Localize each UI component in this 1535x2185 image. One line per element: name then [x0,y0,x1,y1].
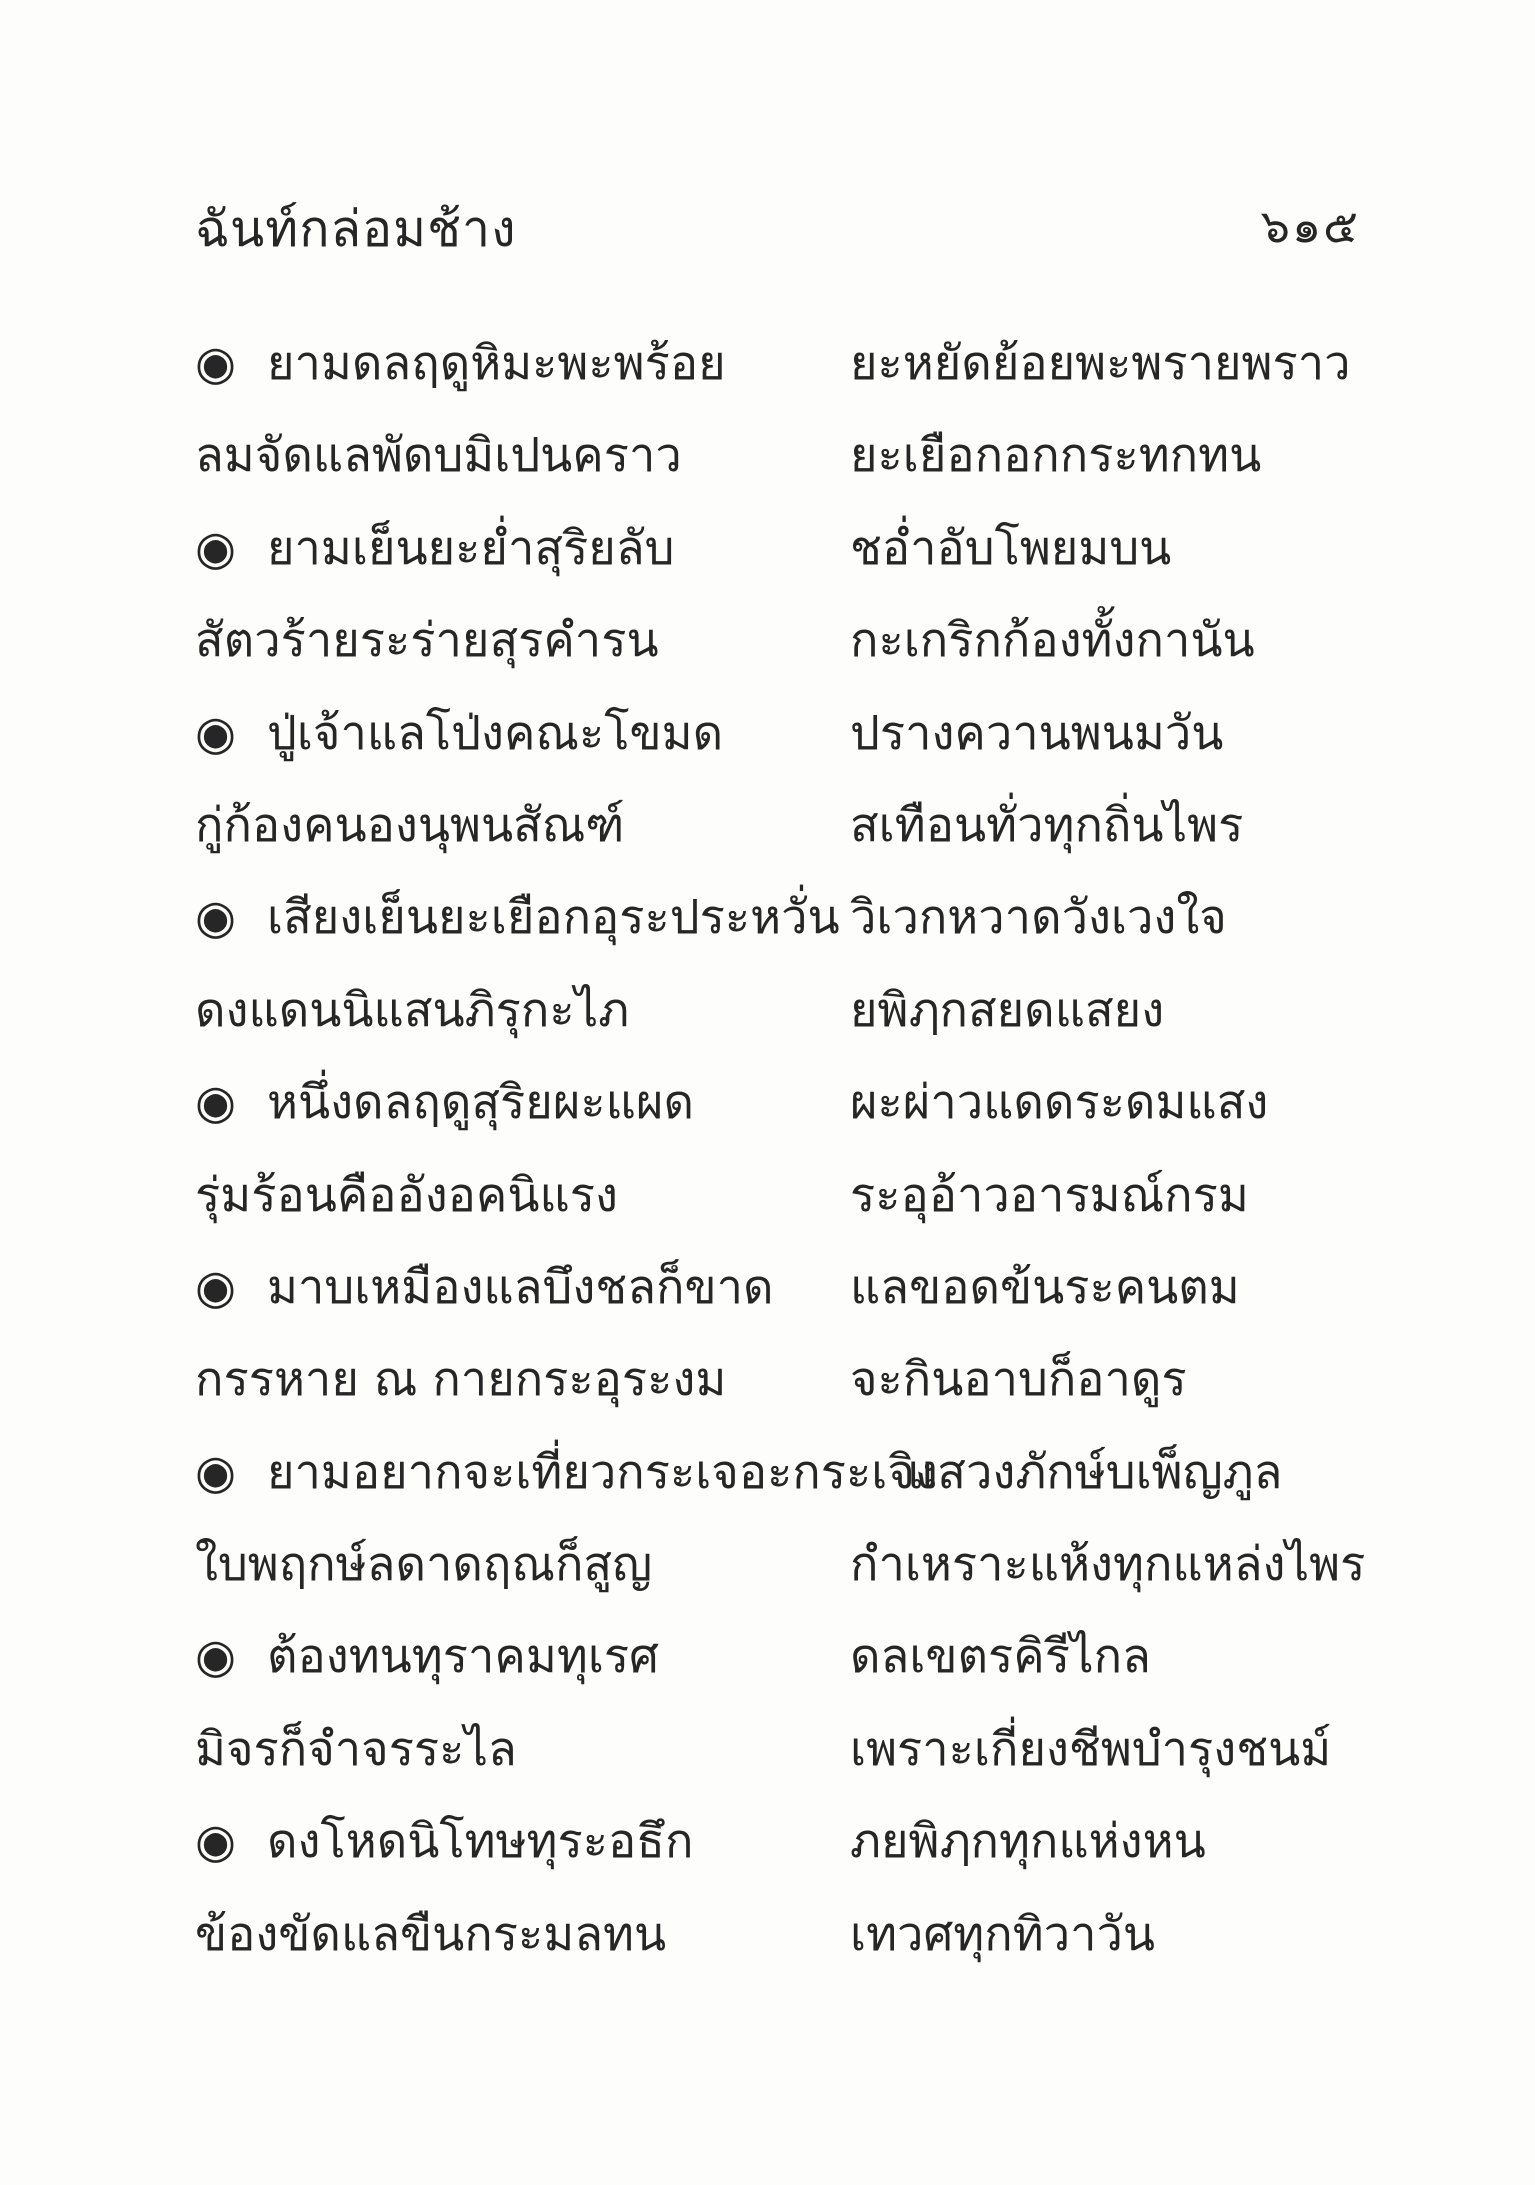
stanza-marker-icon: ◉ [195,1814,237,1870]
poem-line [195,410,1355,502]
poem-line [195,780,1355,872]
poem-line [195,1611,1355,1703]
first-hemistich: ◉ ยามเย็นยะย่ำสุริยลับ [195,503,674,595]
poem-line [195,1242,1355,1334]
first-hemistich: กู่ก้องคนองนุพนสัณฑ์ [195,797,625,853]
first-hemistich: รุ่มร้อนคืออังอคนิแรง [195,1167,618,1223]
first-hemistich: ◉ ต้องทนทุราคมทุเรศ [195,1611,659,1703]
stanza-marker-icon: ◉ [195,1075,237,1131]
first-hemistich: ข้องขัดแลขืนกระมลทน [195,1906,667,1962]
first-hemistich: ◉ เสียงเย็นยะเยือกอุระประหวั่น [195,872,840,964]
second-hemistich: ยพิฦกสยดแสยง [850,982,1165,1038]
first-hemistich: ◉ ยามอยากจะเที่ยวกระเจอะกระเจิง [195,1427,938,1519]
second-hemistich: แสวงภักษ์บเพ็ญภูล [907,1444,1283,1500]
poem-line [195,872,1355,964]
second-hemistich: วิเวกหวาดวังเวงใจ [850,890,1227,946]
poem-line [195,1704,1355,1796]
second-hemistich: กำเหราะแห้งทุกแหล่งไพร [850,1537,1366,1593]
first-hemistich: มิจรก็จำจรระไล [195,1721,517,1777]
page-header [195,190,1360,260]
poem-line [195,688,1355,780]
first-hemistich: ลมจัดแลพัดบมิเปนคราว [195,428,682,484]
page-number: ๖๑๕ [1260,199,1360,253]
first-hemistich: ใบพฤกษ์ลดาดฤณก็สูญ [195,1537,653,1593]
poem-body [195,318,1366,1981]
stanza-marker-icon: ◉ [195,1259,237,1315]
second-hemistich: แลขอดข้นระคนตม [850,1259,1240,1315]
second-hemistich: ดลเขตรคิรีไกล [850,1629,1151,1685]
first-hemistich: ◉ ปู่เจ้าแลโป่งคณะโขมด [195,688,723,780]
stanza-marker-icon: ◉ [195,1629,237,1685]
second-hemistich: ยะเยือกอกกระทกทน [850,428,1262,484]
stanza-marker-icon: ◉ [195,520,237,576]
second-hemistich: ปรางควานพนมวัน [850,705,1224,761]
poem-line [195,965,1355,1057]
second-hemistich: ภยพิฦกทุกแห่งหน [850,1814,1206,1870]
poem-line [195,595,1355,687]
poem-line [195,1796,1355,1888]
second-hemistich: สเทือนทั่วทุกถิ่นไพร [850,797,1244,853]
poem-line [195,318,1355,410]
second-hemistich: ผะผ่าวแดดระดมแสง [850,1075,1269,1131]
second-hemistich: จะกินอาบก็อาดูร [850,1352,1187,1408]
poem-line [195,503,1355,595]
poem-line [195,1334,1355,1426]
poem-line [195,1889,1355,1981]
second-hemistich: เทวศทุกทิวาวัน [850,1906,1155,1962]
first-hemistich: ◉ ดงโหดนิโทษทุระอธึก [195,1796,693,1888]
poem-line [195,1150,1355,1242]
second-hemistich: ยะหยัดย้อยพะพรายพราว [850,336,1351,391]
stanza-marker-icon: ◉ [195,890,237,946]
poem-line [195,1427,1355,1519]
poem-line [195,1519,1366,1611]
second-hemistich: กะเกริกก้องทั้งกานัน [850,613,1255,669]
stanza-marker-icon: ◉ [195,336,237,391]
second-hemistich: ชอ่ำอับโพยมบน [850,520,1172,576]
first-hemistich: ◉ ยามดลฤดูหิมะพะพร้อย [195,318,726,410]
stanza-marker-icon: ◉ [195,1444,237,1500]
first-hemistich: ◉ หนึ่งดลฤดูสุริยผะแผด [195,1057,694,1149]
first-hemistich: สัตวร้ายระร่ายสุรคำรน [195,613,659,669]
first-hemistich: กรรหาย ณ กายกระอุระงม [195,1352,727,1408]
second-hemistich: ระอุอ้าวอารมณ์กรม [850,1167,1249,1223]
poem-line [195,1057,1355,1149]
first-hemistich: ดงแดนนิแสนภิรุกะไภ [195,982,630,1038]
running-title: ฉันท์กล่อมช้าง [195,200,517,258]
first-hemistich: ◉ มาบเหมืองแลบึงชลก็ขาด [195,1242,774,1334]
stanza-marker-icon: ◉ [195,705,237,761]
second-hemistich: เพราะเกี่ยงชีพบำรุงชนม์ [850,1721,1332,1777]
